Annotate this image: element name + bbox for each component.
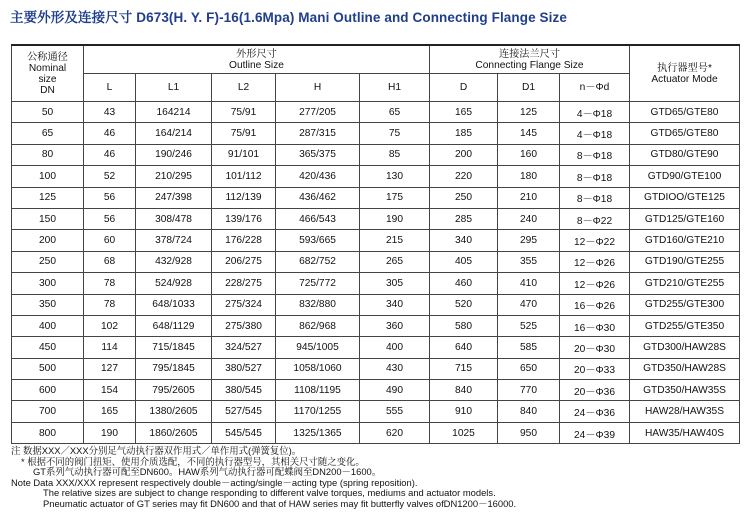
cell-l2: 228/275: [212, 273, 276, 294]
actuator-mode-header: [630, 45, 740, 102]
col-header-l1: L1: [136, 74, 212, 102]
cell-d: 340: [430, 230, 498, 251]
table-row: [12, 337, 740, 358]
cell-d1: 525: [498, 315, 560, 336]
cell-l1: 164/214: [136, 123, 212, 144]
outline-size-header: [84, 45, 430, 74]
cell-h: 420/436: [276, 166, 360, 187]
cell-l2: 75/91: [212, 123, 276, 144]
table-row: [12, 123, 740, 144]
cell-dn: 800: [12, 422, 84, 443]
outline-size-en: Outline Size: [229, 59, 284, 71]
cell-d1: 160: [498, 144, 560, 165]
cell-n-phid: 8－Φ18: [560, 144, 630, 165]
cell-actuator: GTD190/GTE255: [630, 251, 740, 272]
cell-l2: 139/176: [212, 208, 276, 229]
cell-n-phid: 16－Φ26: [560, 294, 630, 315]
cell-dn: 80: [12, 144, 84, 165]
cell-n-phid: 20－Φ33: [560, 358, 630, 379]
cell-actuator: GTD65/GTE80: [630, 123, 740, 144]
nominal-size-dn: DN: [40, 84, 55, 96]
cell-l: 52: [84, 166, 136, 187]
cell-d1: 770: [498, 380, 560, 401]
cell-h: 945/1005: [276, 337, 360, 358]
cell-n-phid: 4－Φ18: [560, 102, 630, 123]
actuator-mode-cn: 执行器型号*: [657, 62, 712, 74]
cell-d: 715: [430, 358, 498, 379]
cell-dn: 450: [12, 337, 84, 358]
flange-size-cn: 连接法兰尺寸: [498, 48, 561, 60]
cell-h1: 430: [360, 358, 430, 379]
note-cn-3: GT系列气动执行器可配至DN600。HAW系列气动执行器可配蝶阀至DN200－1600。: [33, 466, 382, 477]
cell-h: 365/375: [276, 144, 360, 165]
cell-dn: 350: [12, 294, 84, 315]
cell-l: 127: [84, 358, 136, 379]
cell-h: 1108/1195: [276, 380, 360, 401]
cell-h1: 215: [360, 230, 430, 251]
header-row-groups: [12, 45, 740, 74]
table-row: [12, 166, 740, 187]
cell-d: 910: [430, 401, 498, 422]
cell-l1: 524/928: [136, 273, 212, 294]
note-en-1: Note Data XXX/XXX represent respectively double－acting/single－acting type (spring reposition).: [11, 476, 418, 488]
cell-h1: 555: [360, 401, 430, 422]
cell-actuator: GTD300/HAW28S: [630, 337, 740, 358]
cell-l: 43: [84, 102, 136, 123]
cell-l1: 308/478: [136, 208, 212, 229]
cell-l2: 275/380: [212, 315, 276, 336]
cell-l1: 164214: [136, 102, 212, 123]
cell-n-phid: 8－Φ18: [560, 166, 630, 187]
cell-d: 220: [430, 166, 498, 187]
cell-d1: 410: [498, 273, 560, 294]
table-row: [12, 144, 740, 165]
cell-h: 436/462: [276, 187, 360, 208]
cell-l: 154: [84, 380, 136, 401]
note-en-2: The relative sizes are subject to change responding to different valve torques, mediums and actuator models.: [43, 487, 496, 498]
cell-d: 520: [430, 294, 498, 315]
cell-d1: 240: [498, 208, 560, 229]
cell-dn: 600: [12, 380, 84, 401]
cell-h1: 75: [360, 123, 430, 144]
nominal-size-cn: 公称通径: [27, 51, 68, 63]
note-cn-1: 注 数据XXX／XXX分别足气动执行器双作用式／单作用式(弹簧复位)。: [11, 445, 302, 456]
col-header-h: H: [276, 74, 360, 102]
cell-d1: 950: [498, 422, 560, 443]
cell-d: 185: [430, 123, 498, 144]
cell-d1: 210: [498, 187, 560, 208]
cell-l: 190: [84, 422, 136, 443]
cell-l1: 378/724: [136, 230, 212, 251]
cell-d1: 650: [498, 358, 560, 379]
cell-l1: 715/1845: [136, 337, 212, 358]
cell-l1: 1860/2605: [136, 422, 212, 443]
cell-l1: 795/1845: [136, 358, 212, 379]
col-header-n-phid: n－Φd: [560, 74, 630, 102]
cell-h: 1170/1255: [276, 401, 360, 422]
outline-size-cn: 外形尺寸: [236, 48, 277, 60]
cell-h: 593/665: [276, 230, 360, 251]
cell-n-phid: 12－Φ26: [560, 251, 630, 272]
flange-size-header: [430, 45, 630, 74]
cell-l2: 380/545: [212, 380, 276, 401]
cell-h1: 305: [360, 273, 430, 294]
cell-n-phid: 24－Φ36: [560, 401, 630, 422]
cell-actuator: GTD255/GTE350: [630, 315, 740, 336]
table-row: [12, 315, 740, 336]
table-row: [12, 273, 740, 294]
cell-l: 46: [84, 123, 136, 144]
cell-l2: 91/101: [212, 144, 276, 165]
cell-l: 68: [84, 251, 136, 272]
cell-l1: 210/295: [136, 166, 212, 187]
cell-n-phid: 4－Φ18: [560, 123, 630, 144]
col-header-d: D: [430, 74, 498, 102]
cell-dn: 700: [12, 401, 84, 422]
cell-d1: 585: [498, 337, 560, 358]
cell-l: 78: [84, 294, 136, 315]
nominal-size-en: Nominal: [28, 62, 67, 74]
nominal-size-en2: size: [38, 73, 57, 85]
cell-d: 200: [430, 144, 498, 165]
cell-l2: 206/275: [212, 251, 276, 272]
cell-d: 250: [430, 187, 498, 208]
cell-d1: 125: [498, 102, 560, 123]
cell-actuator: GTD255/GTE300: [630, 294, 740, 315]
cell-actuator: GTD160/GTE210: [630, 230, 740, 251]
cell-h: 725/772: [276, 273, 360, 294]
cell-actuator: GTD125/GTE160: [630, 208, 740, 229]
cell-d: 1025: [430, 422, 498, 443]
cell-l1: 648/1129: [136, 315, 212, 336]
cell-h1: 130: [360, 166, 430, 187]
col-header-d1: D1: [498, 74, 560, 102]
col-header-l: L: [84, 74, 136, 102]
cell-actuator: GTD350/HAW35S: [630, 380, 740, 401]
notes-block: [11, 446, 516, 509]
page-title: 主要外形及连接尺寸 D673(H. Y. F)-16(1.6Mpa) Mani Outline and Connecting Flange Size: [10, 10, 567, 25]
cell-l1: 190/246: [136, 144, 212, 165]
cell-h: 682/752: [276, 251, 360, 272]
cell-h1: 190: [360, 208, 430, 229]
cell-h1: 175: [360, 187, 430, 208]
cell-n-phid: 8－Φ18: [560, 187, 630, 208]
cell-actuator: HAW35/HAW40S: [630, 422, 740, 443]
cell-actuator: GTD65/GTE80: [630, 102, 740, 123]
cell-dn: 150: [12, 208, 84, 229]
col-header-l2: L2: [212, 74, 276, 102]
cell-actuator: GTDIOO/GTE125: [630, 187, 740, 208]
cell-d: 580: [430, 315, 498, 336]
cell-d: 165: [430, 102, 498, 123]
cell-l: 102: [84, 315, 136, 336]
cell-actuator: GTD350/HAW28S: [630, 358, 740, 379]
table-row: [12, 401, 740, 422]
cell-dn: 65: [12, 123, 84, 144]
cell-l1: 432/928: [136, 251, 212, 272]
cell-actuator: HAW28/HAW35S: [630, 401, 740, 422]
cell-d: 285: [430, 208, 498, 229]
cell-dn: 250: [12, 251, 84, 272]
cell-l2: 112/139: [212, 187, 276, 208]
cell-l: 46: [84, 144, 136, 165]
cell-h1: 620: [360, 422, 430, 443]
cell-n-phid: 20－Φ30: [560, 337, 630, 358]
cell-l1: 795/2605: [136, 380, 212, 401]
cell-dn: 125: [12, 187, 84, 208]
cell-l: 56: [84, 187, 136, 208]
cell-h1: 85: [360, 144, 430, 165]
note-cn-2: * 根据不同的阀门扭矩、使用介质选配，不同的执行器型号，其相关尺寸随之变化。: [21, 455, 365, 467]
cell-n-phid: 12－Φ22: [560, 230, 630, 251]
cell-h: 862/968: [276, 315, 360, 336]
table-body: [12, 102, 740, 444]
table-row: [12, 102, 740, 123]
cell-dn: 300: [12, 273, 84, 294]
cell-h: 1325/1365: [276, 422, 360, 443]
cell-actuator: GTD80/GTE90: [630, 144, 740, 165]
cell-l2: 380/527: [212, 358, 276, 379]
cell-h1: 400: [360, 337, 430, 358]
flange-size-en: Connecting Flange Size: [475, 59, 584, 71]
cell-l: 60: [84, 230, 136, 251]
cell-h: 466/543: [276, 208, 360, 229]
cell-l: 78: [84, 273, 136, 294]
cell-d1: 470: [498, 294, 560, 315]
cell-d1: 355: [498, 251, 560, 272]
cell-l2: 324/527: [212, 337, 276, 358]
table-row: [12, 187, 740, 208]
cell-d: 405: [430, 251, 498, 272]
cell-n-phid: 16－Φ30: [560, 315, 630, 336]
table-row: [12, 422, 740, 443]
cell-actuator: GTD210/GTE255: [630, 273, 740, 294]
cell-l1: 648/1033: [136, 294, 212, 315]
actuator-mode-en: Actuator Mode: [651, 73, 718, 85]
nominal-size-header: [12, 45, 84, 102]
table-row: [12, 380, 740, 401]
cell-h1: 340: [360, 294, 430, 315]
cell-d1: 840: [498, 401, 560, 422]
cell-l2: 101/112: [212, 166, 276, 187]
cell-n-phid: 8－Φ22: [560, 208, 630, 229]
cell-h: 287/315: [276, 123, 360, 144]
cell-h1: 490: [360, 380, 430, 401]
note-en-3: Pneumatic actuator of GT series may fit DN600 and that of HAW series may fit butterfly valves ofDN1200－16000.: [43, 497, 517, 509]
cell-h1: 65: [360, 102, 430, 123]
cell-n-phid: 20－Φ36: [560, 380, 630, 401]
cell-actuator: GTD90/GTE100: [630, 166, 740, 187]
cell-l: 165: [84, 401, 136, 422]
cell-l1: 247/398: [136, 187, 212, 208]
cell-d1: 145: [498, 123, 560, 144]
cell-h1: 265: [360, 251, 430, 272]
table-row: [12, 251, 740, 272]
cell-l2: 527/545: [212, 401, 276, 422]
cell-h: 1058/1060: [276, 358, 360, 379]
cell-l: 114: [84, 337, 136, 358]
cell-n-phid: 12－Φ26: [560, 273, 630, 294]
col-header-h1: H1: [360, 74, 430, 102]
cell-dn: 50: [12, 102, 84, 123]
cell-h: 832/880: [276, 294, 360, 315]
cell-dn: 200: [12, 230, 84, 251]
cell-d1: 295: [498, 230, 560, 251]
dimension-table: [11, 44, 740, 444]
cell-l2: 545/545: [212, 422, 276, 443]
cell-d: 640: [430, 337, 498, 358]
cell-l2: 176/228: [212, 230, 276, 251]
cell-d: 840: [430, 380, 498, 401]
table-row: [12, 294, 740, 315]
cell-dn: 100: [12, 166, 84, 187]
cell-dn: 400: [12, 315, 84, 336]
cell-d1: 180: [498, 166, 560, 187]
cell-l: 56: [84, 208, 136, 229]
cell-h: 277/205: [276, 102, 360, 123]
table-row: [12, 208, 740, 229]
cell-h1: 360: [360, 315, 430, 336]
table-row: [12, 358, 740, 379]
cell-l2: 75/91: [212, 102, 276, 123]
cell-d: 460: [430, 273, 498, 294]
cell-l1: 1380/2605: [136, 401, 212, 422]
cell-dn: 500: [12, 358, 84, 379]
cell-n-phid: 24－Φ39: [560, 422, 630, 443]
table-row: [12, 230, 740, 251]
cell-l2: 275/324: [212, 294, 276, 315]
